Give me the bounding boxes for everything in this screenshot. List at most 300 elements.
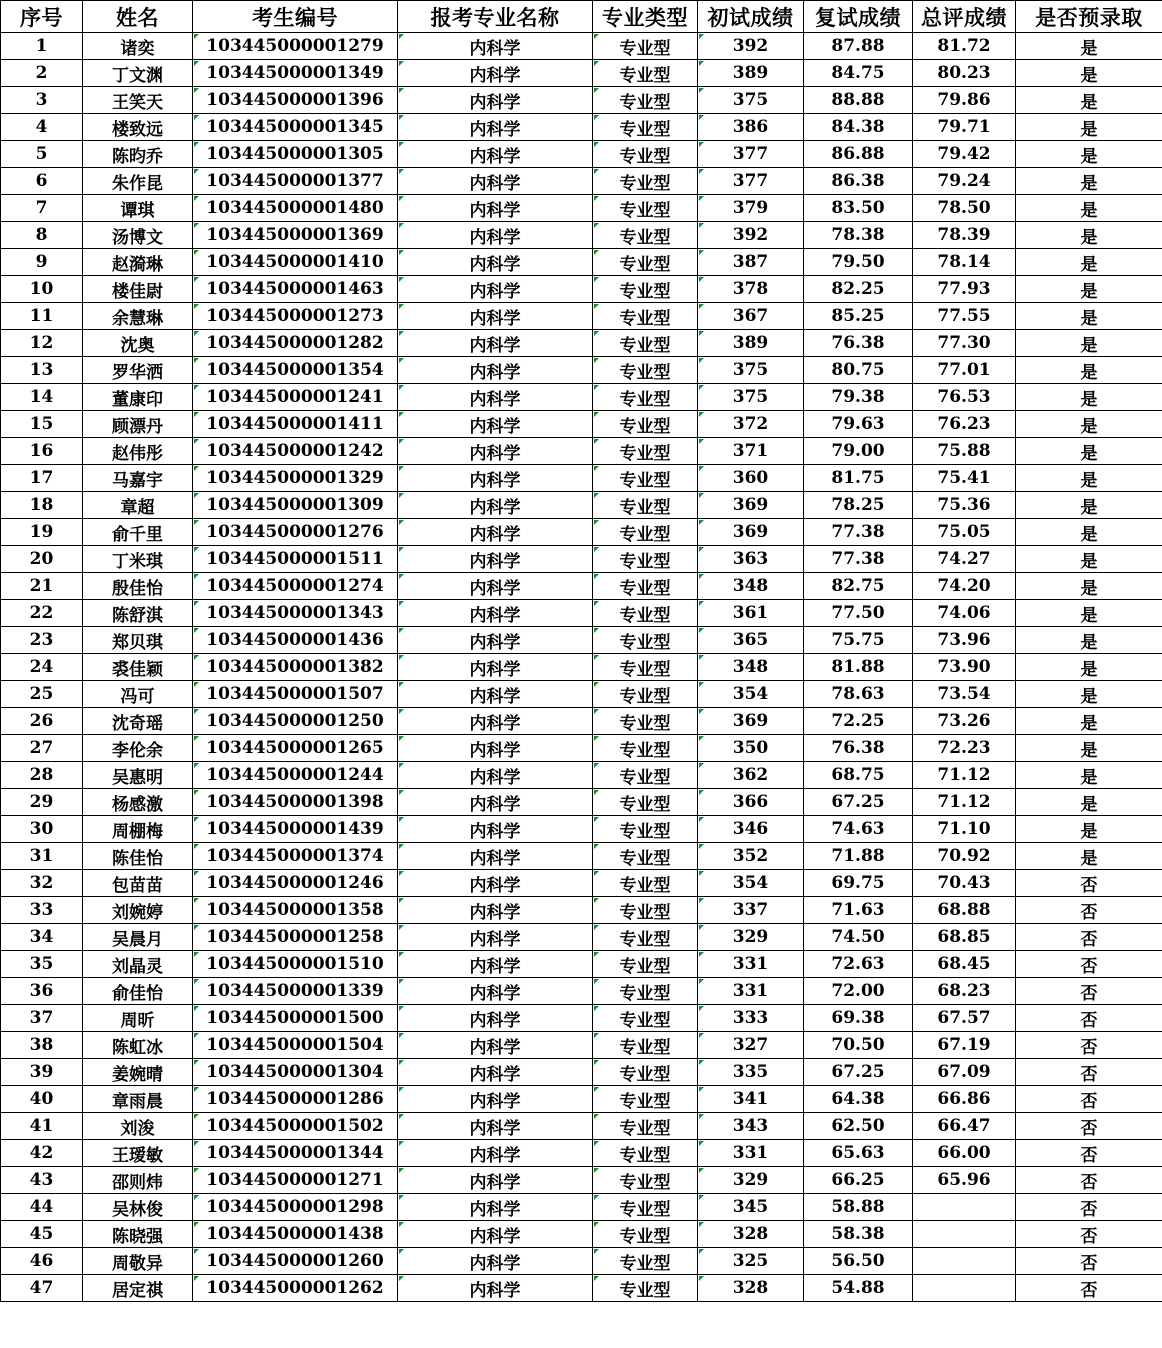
table-row — [1, 627, 1162, 654]
admitted-cell: 是 — [1016, 573, 1162, 600]
admitted-cell: 否 — [1016, 978, 1162, 1005]
candidate-id-cell: 103445000001374 — [193, 843, 398, 870]
admitted-cell: 是 — [1016, 357, 1162, 384]
table-row — [1, 222, 1162, 249]
table-row — [1, 1221, 1162, 1248]
major-cell: 内科学 — [398, 789, 593, 816]
major-cell: 内科学 — [398, 411, 593, 438]
major-type-cell: 专业型 — [593, 1059, 698, 1086]
retest-score-cell: 85.25 — [804, 303, 913, 330]
major-type-cell: 专业型 — [593, 492, 698, 519]
candidate-id-cell: 103445000001511 — [193, 546, 398, 573]
initial-score-cell: 375 — [698, 384, 804, 411]
admitted-cell: 是 — [1016, 330, 1162, 357]
table-row — [1, 1194, 1162, 1221]
retest-score-cell: 76.38 — [804, 735, 913, 762]
candidate-id-cell: 103445000001507 — [193, 681, 398, 708]
name-cell: 沈奥 — [83, 330, 193, 357]
candidate-id-cell: 103445000001398 — [193, 789, 398, 816]
major-type-cell: 专业型 — [593, 897, 698, 924]
table-row — [1, 843, 1162, 870]
total-score-cell: 67.57 — [913, 1005, 1016, 1032]
major-cell: 内科学 — [398, 276, 593, 303]
initial-score-cell: 362 — [698, 762, 804, 789]
header-total-score: 总评成绩 — [913, 1, 1016, 33]
total-score-cell: 68.85 — [913, 924, 1016, 951]
header-seq: 序号 — [1, 1, 83, 33]
major-type-cell: 专业型 — [593, 978, 698, 1005]
table-row — [1, 735, 1162, 762]
name-cell: 陈舒淇 — [83, 600, 193, 627]
seq-cell: 32 — [1, 870, 83, 897]
seq-cell: 11 — [1, 303, 83, 330]
admitted-cell: 否 — [1016, 1086, 1162, 1113]
initial-score-cell: 331 — [698, 978, 804, 1005]
admitted-cell: 否 — [1016, 1248, 1162, 1275]
retest-score-cell: 62.50 — [804, 1113, 913, 1140]
table-row — [1, 438, 1162, 465]
major-type-cell: 专业型 — [593, 654, 698, 681]
retest-score-cell: 83.50 — [804, 195, 913, 222]
seq-cell: 41 — [1, 1113, 83, 1140]
table-row — [1, 708, 1162, 735]
major-type-cell: 专业型 — [593, 222, 698, 249]
initial-score-cell: 328 — [698, 1221, 804, 1248]
admitted-cell: 否 — [1016, 924, 1162, 951]
name-cell: 刘婉婷 — [83, 897, 193, 924]
major-type-cell: 专业型 — [593, 1275, 698, 1302]
table-row — [1, 1059, 1162, 1086]
seq-cell: 46 — [1, 1248, 83, 1275]
seq-cell: 47 — [1, 1275, 83, 1302]
seq-cell: 16 — [1, 438, 83, 465]
table-row — [1, 87, 1162, 114]
initial-score-cell: 361 — [698, 600, 804, 627]
admitted-cell: 否 — [1016, 1032, 1162, 1059]
initial-score-cell: 375 — [698, 87, 804, 114]
candidate-id-cell: 103445000001410 — [193, 249, 398, 276]
major-type-cell: 专业型 — [593, 357, 698, 384]
name-cell: 周昕 — [83, 1005, 193, 1032]
candidate-id-cell: 103445000001246 — [193, 870, 398, 897]
seq-cell: 25 — [1, 681, 83, 708]
header-initial-score: 初试成绩 — [698, 1, 804, 33]
seq-cell: 1 — [1, 33, 83, 60]
major-cell: 内科学 — [398, 195, 593, 222]
candidate-id-cell: 103445000001382 — [193, 654, 398, 681]
name-cell: 赵伟彤 — [83, 438, 193, 465]
total-score-cell: 73.54 — [913, 681, 1016, 708]
table-row — [1, 978, 1162, 1005]
admitted-cell: 否 — [1016, 1059, 1162, 1086]
seq-cell: 6 — [1, 168, 83, 195]
major-cell: 内科学 — [398, 1059, 593, 1086]
major-type-cell: 专业型 — [593, 60, 698, 87]
major-type-cell: 专业型 — [593, 681, 698, 708]
major-cell: 内科学 — [398, 519, 593, 546]
retest-score-cell: 77.50 — [804, 600, 913, 627]
name-cell: 郑贝琪 — [83, 627, 193, 654]
candidate-id-cell: 103445000001358 — [193, 897, 398, 924]
table-row — [1, 951, 1162, 978]
retest-score-cell: 69.38 — [804, 1005, 913, 1032]
seq-cell: 22 — [1, 600, 83, 627]
candidate-id-cell: 103445000001250 — [193, 708, 398, 735]
major-cell: 内科学 — [398, 303, 593, 330]
major-cell: 内科学 — [398, 600, 593, 627]
retest-score-cell: 69.75 — [804, 870, 913, 897]
retest-score-cell: 79.63 — [804, 411, 913, 438]
initial-score-cell: 371 — [698, 438, 804, 465]
seq-cell: 5 — [1, 141, 83, 168]
table-row — [1, 168, 1162, 195]
name-cell: 楼佳尉 — [83, 276, 193, 303]
admitted-cell: 否 — [1016, 951, 1162, 978]
name-cell: 谭琪 — [83, 195, 193, 222]
major-cell: 内科学 — [398, 924, 593, 951]
candidate-id-cell: 103445000001396 — [193, 87, 398, 114]
major-cell: 内科学 — [398, 222, 593, 249]
admitted-cell: 是 — [1016, 627, 1162, 654]
admitted-cell: 否 — [1016, 897, 1162, 924]
admitted-cell: 是 — [1016, 762, 1162, 789]
seq-cell: 31 — [1, 843, 83, 870]
major-type-cell: 专业型 — [593, 762, 698, 789]
major-type-cell: 专业型 — [593, 438, 698, 465]
candidate-id-cell: 103445000001276 — [193, 519, 398, 546]
name-cell: 王瑷敏 — [83, 1140, 193, 1167]
major-type-cell: 专业型 — [593, 276, 698, 303]
initial-score-cell: 389 — [698, 60, 804, 87]
initial-score-cell: 372 — [698, 411, 804, 438]
major-type-cell: 专业型 — [593, 411, 698, 438]
retest-score-cell: 79.50 — [804, 249, 913, 276]
name-cell: 俞千里 — [83, 519, 193, 546]
total-score-cell — [913, 1275, 1016, 1302]
major-type-cell: 专业型 — [593, 789, 698, 816]
name-cell: 俞佳怡 — [83, 978, 193, 1005]
total-score-cell: 74.06 — [913, 600, 1016, 627]
major-type-cell: 专业型 — [593, 1113, 698, 1140]
major-cell: 内科学 — [398, 1113, 593, 1140]
major-type-cell: 专业型 — [593, 1086, 698, 1113]
major-type-cell: 专业型 — [593, 951, 698, 978]
retest-score-cell: 76.38 — [804, 330, 913, 357]
retest-score-cell: 67.25 — [804, 1059, 913, 1086]
candidate-id-cell: 103445000001439 — [193, 816, 398, 843]
table-row — [1, 1167, 1162, 1194]
total-score-cell: 81.72 — [913, 33, 1016, 60]
total-score-cell: 77.30 — [913, 330, 1016, 357]
major-type-cell: 专业型 — [593, 519, 698, 546]
retest-score-cell: 79.00 — [804, 438, 913, 465]
retest-score-cell: 72.00 — [804, 978, 913, 1005]
candidate-id-cell: 103445000001329 — [193, 465, 398, 492]
name-cell: 邵则炜 — [83, 1167, 193, 1194]
seq-cell: 24 — [1, 654, 83, 681]
seq-cell: 26 — [1, 708, 83, 735]
name-cell: 包苗苗 — [83, 870, 193, 897]
admitted-cell: 是 — [1016, 411, 1162, 438]
candidate-id-cell: 103445000001463 — [193, 276, 398, 303]
initial-score-cell: 392 — [698, 33, 804, 60]
seq-cell: 14 — [1, 384, 83, 411]
candidate-id-cell: 103445000001242 — [193, 438, 398, 465]
total-score-cell: 73.26 — [913, 708, 1016, 735]
initial-score-cell: 337 — [698, 897, 804, 924]
initial-score-cell: 386 — [698, 114, 804, 141]
retest-score-cell: 82.25 — [804, 276, 913, 303]
retest-score-cell: 74.63 — [804, 816, 913, 843]
name-cell: 朱作昆 — [83, 168, 193, 195]
major-type-cell: 专业型 — [593, 141, 698, 168]
total-score-cell: 78.14 — [913, 249, 1016, 276]
major-cell: 内科学 — [398, 384, 593, 411]
admitted-cell: 是 — [1016, 276, 1162, 303]
candidate-id-cell: 103445000001282 — [193, 330, 398, 357]
retest-score-cell: 78.63 — [804, 681, 913, 708]
total-score-cell: 70.43 — [913, 870, 1016, 897]
name-cell: 沈奇瑶 — [83, 708, 193, 735]
initial-score-cell: 354 — [698, 870, 804, 897]
header-retest-score: 复试成绩 — [804, 1, 913, 33]
initial-score-cell: 379 — [698, 195, 804, 222]
initial-score-cell: 369 — [698, 492, 804, 519]
initial-score-cell: 377 — [698, 141, 804, 168]
seq-cell: 7 — [1, 195, 83, 222]
major-type-cell: 专业型 — [593, 330, 698, 357]
seq-cell: 18 — [1, 492, 83, 519]
admitted-cell: 是 — [1016, 789, 1162, 816]
table-row — [1, 33, 1162, 60]
table-row — [1, 1032, 1162, 1059]
retest-score-cell: 65.63 — [804, 1140, 913, 1167]
major-cell: 内科学 — [398, 465, 593, 492]
retest-score-cell: 58.38 — [804, 1221, 913, 1248]
major-cell: 内科学 — [398, 357, 593, 384]
major-cell: 内科学 — [398, 1194, 593, 1221]
retest-score-cell: 86.38 — [804, 168, 913, 195]
major-cell: 内科学 — [398, 249, 593, 276]
total-score-cell: 73.96 — [913, 627, 1016, 654]
header-candidate-id: 考生编号 — [193, 1, 398, 33]
seq-cell: 38 — [1, 1032, 83, 1059]
retest-score-cell: 80.75 — [804, 357, 913, 384]
total-score-cell: 68.88 — [913, 897, 1016, 924]
major-type-cell: 专业型 — [593, 708, 698, 735]
seq-cell: 13 — [1, 357, 83, 384]
initial-score-cell: 329 — [698, 1167, 804, 1194]
total-score-cell: 78.39 — [913, 222, 1016, 249]
retest-score-cell: 87.88 — [804, 33, 913, 60]
retest-score-cell: 78.25 — [804, 492, 913, 519]
retest-score-cell: 54.88 — [804, 1275, 913, 1302]
seq-cell: 44 — [1, 1194, 83, 1221]
initial-score-cell: 378 — [698, 276, 804, 303]
initial-score-cell: 345 — [698, 1194, 804, 1221]
name-cell: 陈昀乔 — [83, 141, 193, 168]
major-type-cell: 专业型 — [593, 168, 698, 195]
name-cell: 马嘉宇 — [83, 465, 193, 492]
major-type-cell: 专业型 — [593, 303, 698, 330]
candidate-id-cell: 103445000001309 — [193, 492, 398, 519]
total-score-cell: 78.50 — [913, 195, 1016, 222]
admitted-cell: 是 — [1016, 114, 1162, 141]
major-cell: 内科学 — [398, 681, 593, 708]
total-score-cell: 75.05 — [913, 519, 1016, 546]
major-cell: 内科学 — [398, 546, 593, 573]
total-score-cell: 66.86 — [913, 1086, 1016, 1113]
total-score-cell: 66.47 — [913, 1113, 1016, 1140]
total-score-cell: 68.23 — [913, 978, 1016, 1005]
name-cell: 汤博文 — [83, 222, 193, 249]
table-row — [1, 357, 1162, 384]
candidate-id-cell: 103445000001265 — [193, 735, 398, 762]
initial-score-cell: 331 — [698, 1140, 804, 1167]
total-score-cell: 66.00 — [913, 1140, 1016, 1167]
major-type-cell: 专业型 — [593, 546, 698, 573]
retest-score-cell: 77.38 — [804, 519, 913, 546]
candidate-id-cell: 103445000001345 — [193, 114, 398, 141]
candidate-id-cell: 103445000001411 — [193, 411, 398, 438]
major-cell: 内科学 — [398, 627, 593, 654]
candidate-id-cell: 103445000001502 — [193, 1113, 398, 1140]
table-row — [1, 1005, 1162, 1032]
total-score-cell: 75.36 — [913, 492, 1016, 519]
major-type-cell: 专业型 — [593, 384, 698, 411]
major-type-cell: 专业型 — [593, 816, 698, 843]
major-cell: 内科学 — [398, 951, 593, 978]
name-cell: 周棚梅 — [83, 816, 193, 843]
retest-score-cell: 84.75 — [804, 60, 913, 87]
name-cell: 李伦余 — [83, 735, 193, 762]
retest-score-cell: 75.75 — [804, 627, 913, 654]
table-row — [1, 897, 1162, 924]
admitted-cell: 是 — [1016, 303, 1162, 330]
major-cell: 内科学 — [398, 330, 593, 357]
admitted-cell: 是 — [1016, 465, 1162, 492]
candidate-id-cell: 103445000001354 — [193, 357, 398, 384]
name-cell: 赵漪琳 — [83, 249, 193, 276]
major-cell: 内科学 — [398, 870, 593, 897]
major-type-cell: 专业型 — [593, 1005, 698, 1032]
header-name: 姓名 — [83, 1, 193, 33]
initial-score-cell: 366 — [698, 789, 804, 816]
table-row — [1, 816, 1162, 843]
seq-cell: 9 — [1, 249, 83, 276]
candidate-id-cell: 103445000001241 — [193, 384, 398, 411]
major-cell: 内科学 — [398, 897, 593, 924]
total-score-cell: 79.42 — [913, 141, 1016, 168]
initial-score-cell: 354 — [698, 681, 804, 708]
initial-score-cell: 328 — [698, 1275, 804, 1302]
major-type-cell: 专业型 — [593, 1140, 698, 1167]
major-cell: 内科学 — [398, 1248, 593, 1275]
seq-cell: 3 — [1, 87, 83, 114]
admitted-cell: 否 — [1016, 1005, 1162, 1032]
candidate-id-cell: 103445000001500 — [193, 1005, 398, 1032]
total-score-cell: 70.92 — [913, 843, 1016, 870]
retest-score-cell: 81.75 — [804, 465, 913, 492]
retest-score-cell: 72.25 — [804, 708, 913, 735]
retest-score-cell: 71.63 — [804, 897, 913, 924]
table-row — [1, 924, 1162, 951]
candidate-id-cell: 103445000001274 — [193, 573, 398, 600]
table-row — [1, 1113, 1162, 1140]
table-row — [1, 789, 1162, 816]
admitted-cell: 是 — [1016, 60, 1162, 87]
admitted-cell: 是 — [1016, 141, 1162, 168]
major-cell: 内科学 — [398, 573, 593, 600]
total-score-cell: 79.71 — [913, 114, 1016, 141]
seq-cell: 35 — [1, 951, 83, 978]
name-cell: 诸奕 — [83, 33, 193, 60]
admitted-cell: 是 — [1016, 87, 1162, 114]
seq-cell: 34 — [1, 924, 83, 951]
major-cell: 内科学 — [398, 1086, 593, 1113]
name-cell: 王笑天 — [83, 87, 193, 114]
candidate-id-cell: 103445000001244 — [193, 762, 398, 789]
retest-score-cell: 88.88 — [804, 87, 913, 114]
candidate-id-cell: 103445000001304 — [193, 1059, 398, 1086]
total-score-cell: 72.23 — [913, 735, 1016, 762]
name-cell: 章雨晨 — [83, 1086, 193, 1113]
retest-score-cell: 68.75 — [804, 762, 913, 789]
name-cell: 冯可 — [83, 681, 193, 708]
seq-cell: 15 — [1, 411, 83, 438]
seq-cell: 8 — [1, 222, 83, 249]
name-cell: 顾漂丹 — [83, 411, 193, 438]
name-cell: 董康印 — [83, 384, 193, 411]
initial-score-cell: 331 — [698, 951, 804, 978]
table-row — [1, 870, 1162, 897]
total-score-cell: 76.23 — [913, 411, 1016, 438]
initial-score-cell: 341 — [698, 1086, 804, 1113]
retest-score-cell: 79.38 — [804, 384, 913, 411]
table-row — [1, 114, 1162, 141]
admitted-cell: 是 — [1016, 816, 1162, 843]
major-cell: 内科学 — [398, 762, 593, 789]
seq-cell: 19 — [1, 519, 83, 546]
seq-cell: 45 — [1, 1221, 83, 1248]
major-cell: 内科学 — [398, 978, 593, 1005]
table-row — [1, 519, 1162, 546]
name-cell: 楼致远 — [83, 114, 193, 141]
major-cell: 内科学 — [398, 816, 593, 843]
seq-cell: 2 — [1, 60, 83, 87]
admitted-cell: 是 — [1016, 654, 1162, 681]
name-cell: 吴晨月 — [83, 924, 193, 951]
initial-score-cell: 343 — [698, 1113, 804, 1140]
total-score-cell: 77.01 — [913, 357, 1016, 384]
major-type-cell: 专业型 — [593, 1221, 698, 1248]
header-row — [1, 1, 1162, 33]
initial-score-cell: 363 — [698, 546, 804, 573]
candidate-id-cell: 103445000001260 — [193, 1248, 398, 1275]
seq-cell: 40 — [1, 1086, 83, 1113]
seq-cell: 10 — [1, 276, 83, 303]
candidate-id-cell: 103445000001279 — [193, 33, 398, 60]
retest-score-cell: 86.88 — [804, 141, 913, 168]
major-cell: 内科学 — [398, 1221, 593, 1248]
seq-cell: 27 — [1, 735, 83, 762]
major-cell: 内科学 — [398, 33, 593, 60]
name-cell: 姜婉晴 — [83, 1059, 193, 1086]
seq-cell: 4 — [1, 114, 83, 141]
candidate-id-cell: 103445000001258 — [193, 924, 398, 951]
admitted-cell: 是 — [1016, 222, 1162, 249]
major-type-cell: 专业型 — [593, 1248, 698, 1275]
